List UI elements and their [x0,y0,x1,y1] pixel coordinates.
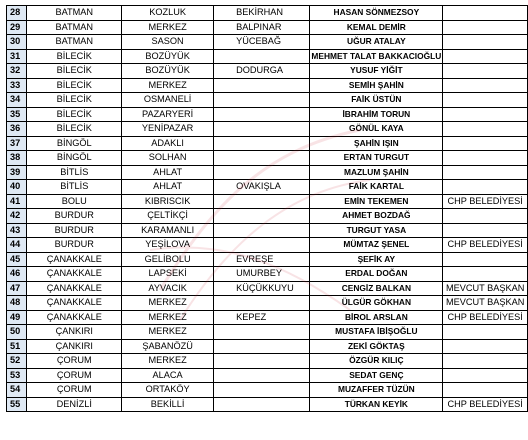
table-row [7,252,528,267]
district-cell: BEKİLLİ [122,397,214,412]
candidate-name-cell: AHMET BOZDAĞ [310,209,443,224]
town-cell [214,151,310,166]
district-cell: PAZARYERİ [122,107,214,122]
note-cell [443,107,528,122]
candidate-name-cell: HASAN SÖNMEZSOY [310,6,443,21]
row-number: 50 [7,325,27,340]
note-cell [443,223,528,238]
row-number: 36 [7,122,27,137]
district-cell: MERKEZ [122,20,214,35]
table-row [7,281,528,296]
table-row [7,107,528,122]
town-cell [214,354,310,369]
town-cell [214,194,310,209]
candidate-name-cell: UĞUR ATALAY [310,35,443,50]
candidate-name-cell: BİROL ARSLAN [310,310,443,325]
note-cell [443,165,528,180]
candidate-name-cell: ÖZGÜR KILIÇ [310,354,443,369]
province-cell: DENİZLİ [27,397,122,412]
note-cell [443,368,528,383]
table-row [7,209,528,224]
note-cell [443,20,528,35]
district-cell: KARAMANLI [122,223,214,238]
province-cell: ÇANAKKALE [27,310,122,325]
district-cell: BOZÜYÜK [122,64,214,79]
candidate-name-cell: TURGUT YASA [310,223,443,238]
district-cell: MERKEZ [122,78,214,93]
candidate-name-cell: EMİN TEKEMEN [310,194,443,209]
table-row [7,151,528,166]
candidate-name-cell: ŞAHİN IŞIN [310,136,443,151]
candidate-name-cell: ERTAN TURGUT [310,151,443,166]
row-number: 34 [7,93,27,108]
town-cell [214,49,310,64]
row-number: 41 [7,194,27,209]
province-cell: BURDUR [27,223,122,238]
town-cell [214,136,310,151]
town-cell [214,107,310,122]
table-row [7,64,528,79]
candidate-table-container [6,5,528,412]
province-cell: BİLECİK [27,107,122,122]
row-number: 33 [7,78,27,93]
district-cell: OSMANELİ [122,93,214,108]
table-row [7,238,528,253]
province-cell: BURDUR [27,238,122,253]
district-cell: SOLHAN [122,151,214,166]
district-cell: AHLAT [122,180,214,195]
town-cell [214,93,310,108]
row-number: 51 [7,339,27,354]
district-cell: LAPSEKİ [122,267,214,282]
note-cell: MEVCUT BAŞKAN [443,281,528,296]
candidate-name-cell: CENGİZ BALKAN [310,281,443,296]
row-number: 35 [7,107,27,122]
table-row [7,122,528,137]
district-cell: YEŞİLOVA [122,238,214,253]
note-cell: CHP BELEDİYESİ [443,194,528,209]
row-number: 30 [7,35,27,50]
province-cell: ÇORUM [27,368,122,383]
table-row [7,223,528,238]
note-cell [443,209,528,224]
note-cell: MEVCUT BAŞKAN [443,296,528,311]
row-number: 32 [7,64,27,79]
town-cell: OVAKIŞLA [214,180,310,195]
candidate-name-cell: ZEKİ GÖKTAŞ [310,339,443,354]
town-cell [214,209,310,224]
row-number: 53 [7,368,27,383]
row-number: 54 [7,383,27,398]
town-cell [214,368,310,383]
row-number: 38 [7,151,27,166]
town-cell: UMURBEY [214,267,310,282]
candidate-name-cell: MUSTAFA İBİŞOĞLU [310,325,443,340]
note-cell [443,6,528,21]
note-cell [443,267,528,282]
province-cell: BATMAN [27,35,122,50]
candidate-table [6,5,528,412]
town-cell [214,122,310,137]
note-cell [443,151,528,166]
district-cell: YENİPAZAR [122,122,214,137]
candidate-name-cell: FAİK KARTAL [310,180,443,195]
province-cell: ÇANAKKALE [27,252,122,267]
row-number: 31 [7,49,27,64]
province-cell: BİNGÖL [27,151,122,166]
town-cell: KÜÇÜKKUYU [214,281,310,296]
note-cell: CHP BELEDİYESİ [443,397,528,412]
table-row [7,310,528,325]
province-cell: BİLECİK [27,49,122,64]
town-cell [214,223,310,238]
note-cell [443,93,528,108]
candidate-name-cell: MÜMTAZ ŞENEL [310,238,443,253]
candidate-name-cell: KEMAL DEMİR [310,20,443,35]
note-cell [443,122,528,137]
district-cell: ÇELTİKÇİ [122,209,214,224]
table-row [7,93,528,108]
candidate-name-cell: MEHMET TALAT BAKKACIOĞLU [310,49,443,64]
note-cell [443,180,528,195]
candidate-name-cell: ERDAL DOĞAN [310,267,443,282]
town-cell [214,238,310,253]
table-row [7,296,528,311]
note-cell [443,49,528,64]
district-cell: AYVACIK [122,281,214,296]
candidate-name-cell: FAİK ÜSTÜN [310,93,443,108]
district-cell: KIBRISCIK [122,194,214,209]
province-cell: BATMAN [27,6,122,21]
town-cell [214,325,310,340]
district-cell: MERKEZ [122,354,214,369]
row-number: 44 [7,238,27,253]
note-cell [443,64,528,79]
province-cell: BİLECİK [27,64,122,79]
candidate-name-cell: MUZAFFER TÜZÜN [310,383,443,398]
note-cell [443,252,528,267]
province-cell: ÇORUM [27,354,122,369]
row-number: 55 [7,397,27,412]
province-cell: BOLU [27,194,122,209]
table-row [7,267,528,282]
district-cell: AHLAT [122,165,214,180]
table-row [7,354,528,369]
candidate-name-cell: ÜLGÜR GÖKHAN [310,296,443,311]
row-number: 45 [7,252,27,267]
province-cell: BİLECİK [27,78,122,93]
row-number: 47 [7,281,27,296]
province-cell: BİLECİK [27,93,122,108]
town-cell: DODURGA [214,64,310,79]
province-cell: ÇANKIRI [27,339,122,354]
note-cell [443,78,528,93]
town-cell [214,78,310,93]
note-cell: CHP BELEDİYESİ [443,310,528,325]
row-number: 28 [7,6,27,21]
row-number: 39 [7,165,27,180]
row-number: 48 [7,296,27,311]
district-cell: ALACA [122,368,214,383]
district-cell: MERKEZ [122,296,214,311]
candidate-name-cell: SEMİH ŞAHİN [310,78,443,93]
town-cell: KEPEZ [214,310,310,325]
note-cell [443,325,528,340]
district-cell: ORTAKÖY [122,383,214,398]
candidate-name-cell: MAZLUM ŞAHİN [310,165,443,180]
province-cell: BURDUR [27,209,122,224]
row-number: 49 [7,310,27,325]
town-cell: YÜCEBAĞ [214,35,310,50]
province-cell: ÇANAKKALE [27,281,122,296]
table-row [7,194,528,209]
table-row [7,78,528,93]
province-cell: ÇORUM [27,383,122,398]
table-row [7,383,528,398]
province-cell: BİTLİS [27,180,122,195]
note-cell [443,354,528,369]
town-cell [214,339,310,354]
note-cell [443,339,528,354]
district-cell: BOZÜYÜK [122,49,214,64]
district-cell: MERKEZ [122,310,214,325]
town-cell [214,296,310,311]
district-cell: SASON [122,35,214,50]
candidate-name-cell: YUSUF YİĞİT [310,64,443,79]
row-number: 40 [7,180,27,195]
province-cell: ÇANAKKALE [27,296,122,311]
table-row [7,165,528,180]
candidate-name-cell: TÜRKAN KEYİK [310,397,443,412]
candidate-name-cell: GÖNÜL KAYA [310,122,443,137]
province-cell: ÇANKIRI [27,325,122,340]
province-cell: BİLECİK [27,122,122,137]
table-row [7,49,528,64]
table-row [7,180,528,195]
note-cell: CHP BELEDİYESİ [443,238,528,253]
table-row [7,20,528,35]
row-number: 43 [7,223,27,238]
candidate-name-cell: ŞEFİK AY [310,252,443,267]
candidate-name-cell: İBRAHİM TORUN [310,107,443,122]
note-cell [443,35,528,50]
row-number: 37 [7,136,27,151]
district-cell: GELİBOLU [122,252,214,267]
province-cell: BATMAN [27,20,122,35]
district-cell: ŞABANÖZÜ [122,339,214,354]
province-cell: BİNGÖL [27,136,122,151]
note-cell [443,136,528,151]
table-body [7,6,528,412]
table-row [7,35,528,50]
province-cell: BİTLİS [27,165,122,180]
row-number: 42 [7,209,27,224]
row-number: 52 [7,354,27,369]
town-cell [214,397,310,412]
candidate-name-cell: SEDAT GENÇ [310,368,443,383]
table-row [7,339,528,354]
town-cell: BEKİRHAN [214,6,310,21]
district-cell: MERKEZ [122,325,214,340]
town-cell [214,383,310,398]
district-cell: KOZLUK [122,6,214,21]
row-number: 29 [7,20,27,35]
row-number: 46 [7,267,27,282]
district-cell: ADAKLI [122,136,214,151]
province-cell: ÇANAKKALE [27,267,122,282]
table-row [7,6,528,21]
table-row [7,368,528,383]
table-row [7,136,528,151]
town-cell [214,165,310,180]
table-row [7,325,528,340]
town-cell: BALPINAR [214,20,310,35]
town-cell: EVREŞE [214,252,310,267]
table-row [7,397,528,412]
note-cell [443,383,528,398]
